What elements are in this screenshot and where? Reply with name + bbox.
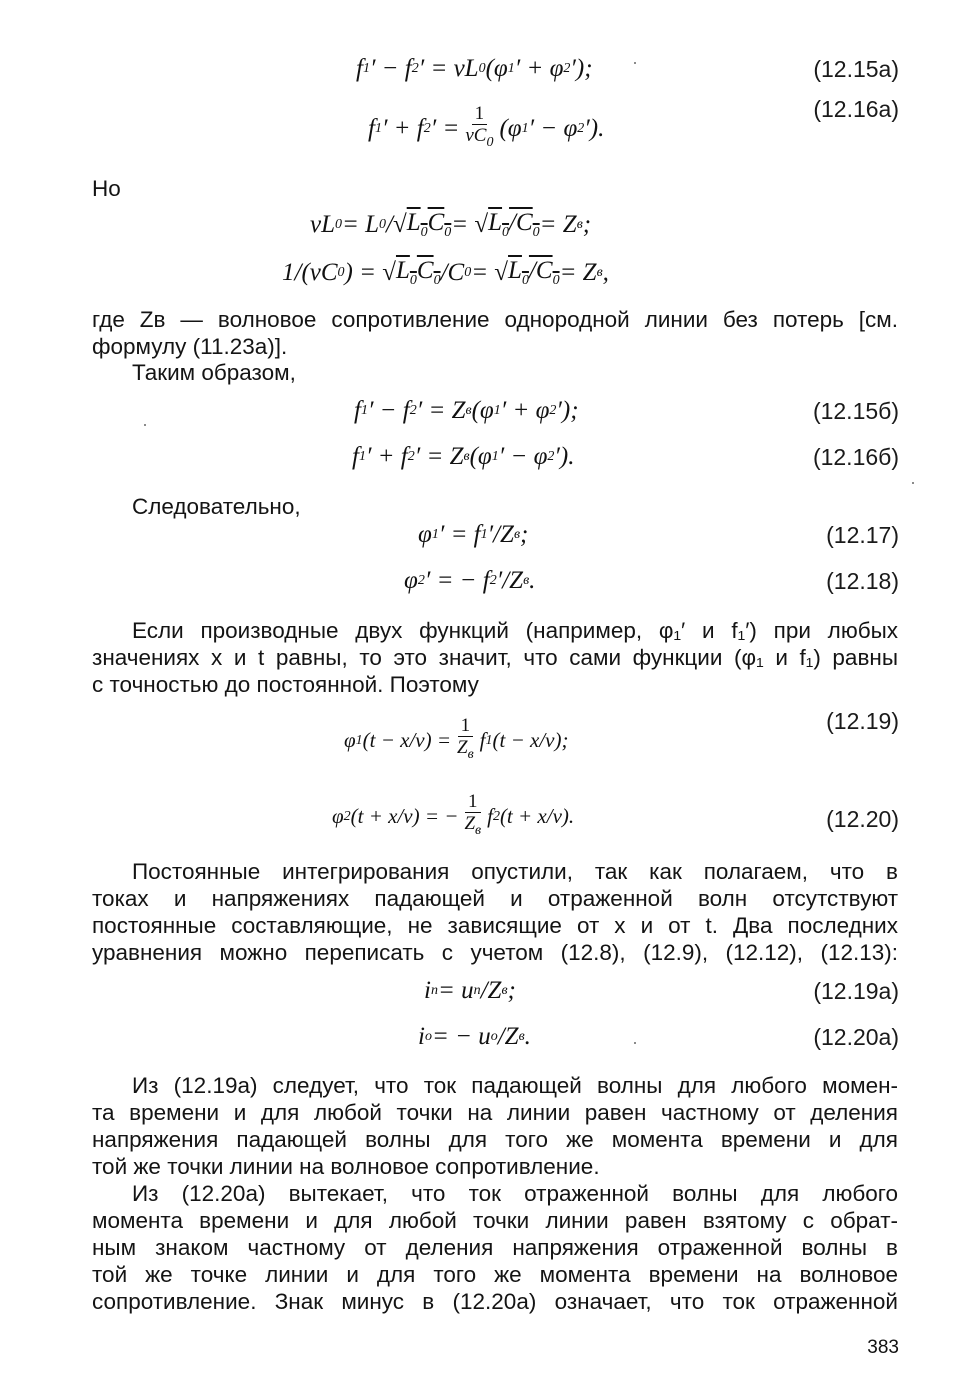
word-no: Но — [92, 176, 121, 201]
paragraph-incident-current: Из (12.19а) следует, что ток падающей волны для любого момен- та времени и для любой точки на линии равен частному от деления напряжения падающей волны для того же момента времени и для той же точки линии на волновое сопротивление. — [92, 1073, 898, 1179]
scan-speck — [634, 62, 636, 64]
equation-number: (12.19) — [826, 708, 899, 734]
page-number: 383 — [867, 1337, 899, 1358]
equation-number: (12.15б) — [812, 397, 899, 424]
scan-speck — [912, 482, 914, 484]
paragraph-derivatives: Если производные двух функций (например, φ₁′ и f₁′) при любых значениях x и t равны, то это значит, что сами функции (φ₁ и f₁) равны с точностью до постоянной. Поэтому — [92, 618, 898, 697]
equation-number: (12.18) — [826, 567, 899, 594]
word-thus: Таким образом, — [132, 360, 296, 385]
equation-number: (12.20) — [826, 806, 899, 832]
scan-speck — [634, 1042, 636, 1044]
equation-number: (12.17) — [826, 521, 899, 548]
equation-wave-impedance-1: vL 0 = L 0 /√ $L_0C_0$ = √ $L_0/C_0$ = Z в ; — [310, 209, 592, 240]
equation-number: (12.16б) — [812, 443, 899, 470]
equation-12-15a: f 1 ′ − f 2 ′ = vL 0 (φ 1 ′ + φ 2 ′); (12.15а) — [356, 55, 899, 82]
paragraph-reflected-current: Из (12.20а) вытекает, что ток отраженной волны для любого момента времени и для любой точки линии равен взятому с обрат- ным знаком частному от деления напряжения отраженной волны в той же точке линии и для того же момента времени на волновое сопротивление. Знак минус в (12.20а) означает, что ток отраженной — [92, 1181, 898, 1314]
equation-12-20a: i о = − u о /Z в . (12.20а) — [418, 1023, 899, 1050]
equation-12-16b: f 1 ′ + f 2 ′ = Z в (φ 1 ′ − φ 2 ′). (12.16б) — [352, 443, 899, 470]
equation-12-18: φ 2 ′ = − f 2 ′/Z в . (12.18) — [404, 567, 899, 594]
equation-12-19a: i п = u п /Z в ; (12.19а) — [424, 977, 899, 1004]
equation-number: (12.19а) — [813, 977, 899, 1004]
equation-12-16a: f 1 ′ + f 2 ′ = $\frac{1}{vC_0}$ (φ 1 ′ − φ 2 ′). (12.16а) — [368, 96, 899, 150]
scan-speck — [144, 424, 146, 426]
equation-12-15b: f 1 ′ − f 2 ′ = Z в (φ 1 ′ + φ 2 ′); (12.15б) — [354, 397, 899, 424]
equation-wave-impedance-2: 1/(vC 0 ) = √ $L_0C_0$ /C 0 = √ $L_0/C_0$ = Z в , — [282, 257, 609, 288]
paragraph-where: где Zв — волновое сопротивление однородной линии без потерь [см. формулу (11.23а)]. — [92, 307, 898, 359]
equation-number: (12.15а) — [813, 55, 899, 82]
equation-number: (12.16а) — [813, 96, 899, 122]
word-therefore: Следовательно, — [132, 494, 301, 519]
equation-12-19: φ 1 (t − x/v) = $\frac{1}{Z_в}$ f 1 (t − x/v); (12.19) — [344, 708, 899, 762]
equation-12-20: φ 2 (t + x/v) = − $\frac{1}{Z_в}$ f 2 (t + x/v). (12.20) — [332, 791, 899, 838]
paragraph-constants: Постоянные интегрирования опустили, так как полагаем, что в токах и напряжениях падающей и отраженной волн отсутствуют постоянные составляющие, не зависящие от x и от t. Два последних уравнения можно переписать с учетом (12.8), (12.9), (12.12), (12.13): — [92, 859, 898, 965]
equation-number: (12.20а) — [813, 1023, 899, 1050]
equation-12-17: φ 1 ′ = f 1 ′/Z в ; (12.17) — [418, 521, 899, 548]
